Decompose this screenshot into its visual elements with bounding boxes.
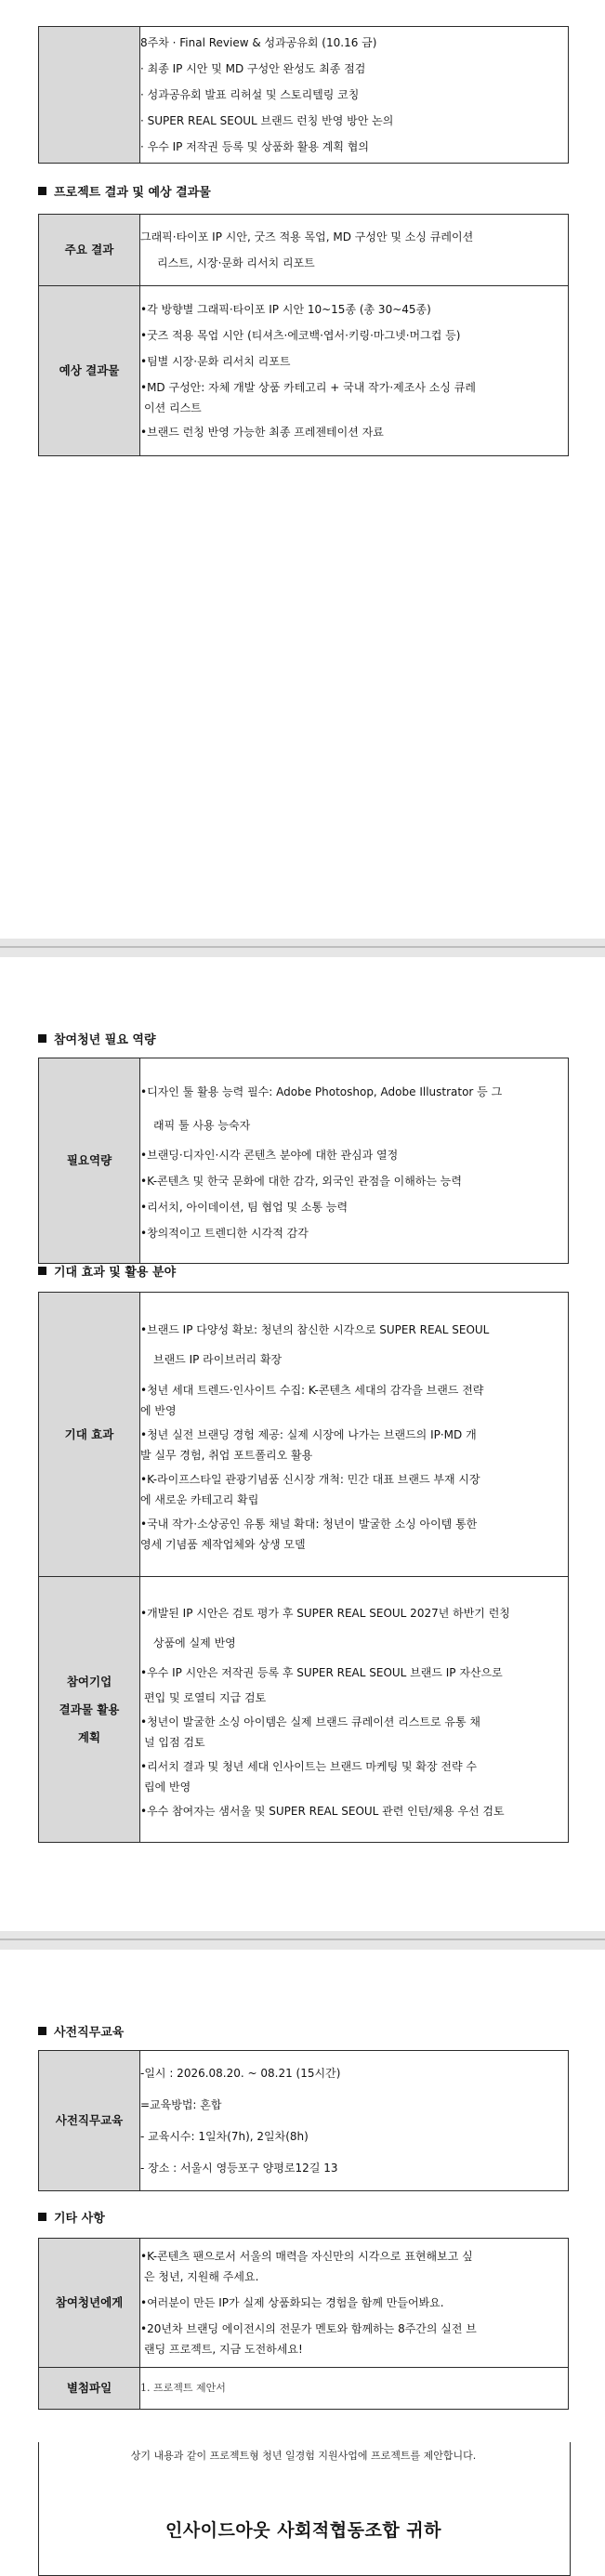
list-item: •우수 IP 시안은 저작권 등록 후 SUPER REAL SEOUL 브랜드 IP 자산으로: [140, 1665, 503, 1679]
square-bullet-icon: [38, 1034, 46, 1043]
square-bullet-icon: [38, 2213, 46, 2221]
competency-table: [38, 1058, 569, 1264]
attachment-file[interactable]: 1. 프로젝트 제안서: [140, 2382, 226, 2394]
list-item-cont: 널 입점 검토: [144, 1735, 205, 1749]
section-heading-effects: 기대 효과 및 활용 분야: [38, 1262, 176, 1280]
expected-results-content: [140, 286, 569, 456]
list-item-cont: 편입 및 로열티 지급 검토: [144, 1690, 267, 1704]
etc-table: [38, 2238, 569, 2410]
week8-title: 8주차 · Final Review & 성과공유회 (10.16 금): [140, 36, 377, 49]
week8-item: · SUPER REAL SEOUL 브랜드 런칭 반영 방안 논의: [140, 114, 394, 127]
page-separator: [0, 1931, 605, 1950]
list-item: •여러분이 만든 IP가 실제 상품화되는 경험을 함께 만들어봐요.: [140, 2296, 444, 2309]
effects-content: [140, 1293, 569, 1577]
list-item: •청년이 발굴한 소싱 아이템은 실제 브랜드 큐레이션 리스트로 유통 채: [140, 1715, 480, 1728]
list-item: •브랜드 런칭 반영 가능한 최종 프레젠테이션 자료: [140, 426, 384, 439]
main-results-label: 주요 결과: [39, 215, 140, 286]
message-content: [140, 2239, 569, 2368]
list-item: •팀별 시장·문화 리서치 리포트: [140, 355, 291, 368]
list-item: •20년차 브랜딩 에이전시의 전문가 멘토와 함께하는 8주간의 실전 브: [140, 2322, 477, 2335]
list-item-cont: 래픽 툴 사용 능숙자: [153, 1119, 251, 1132]
section-heading-competency: 참여청년 필요 역량: [38, 1030, 156, 1047]
list-item: •K-라이프스타일 관광기념품 신시장 개척: 민간 대표 브랜드 부재 시장: [140, 1472, 480, 1486]
week8-content: [140, 27, 569, 164]
use-plan-content: [140, 1577, 569, 1843]
list-item: •개발된 IP 시안은 검토 평가 후 SUPER REAL SEOUL 2027년 하반기 런칭: [140, 1606, 510, 1620]
page-separator-line: [0, 1939, 605, 1940]
list-item-cont: 이션 리스트: [144, 401, 202, 414]
attachment-label: 별첨파일: [39, 2368, 140, 2410]
recipient: 인사이드아웃 사회적협동조합 귀하: [164, 2520, 442, 2541]
training-content: -일시 : 2026.08.20. ~ 08.21 (15시간) =교육방법: 혼합 - 교육시수: 1일차(7h), 2일차(8h) - 장소 : 서울시 영등포구 양평로12길 13: [140, 2051, 569, 2191]
list-item-cont: 영세 기념품 제작업체와 상생 모델: [140, 1537, 306, 1551]
page-1: [0, 0, 605, 939]
list-item: •리서치, 아이데이션, 팀 협업 및 소통 능력: [140, 1201, 349, 1214]
schedule-label-empty: [39, 27, 140, 164]
list-item-cont: 은 청년, 지원해 주세요.: [144, 2270, 259, 2283]
list-item: •각 방향별 그래픽·타이포 IP 시안 10~15종 (총 30~45종): [140, 303, 431, 316]
main-results-content: 그래픽·타이포 IP 시안, 굿즈 적용 목업, MD 구성안 및 소싱 큐레이션 리스트, 시장·문화 리서치 리포트: [140, 215, 569, 286]
page-separator-line: [0, 946, 605, 948]
list-item: •K-콘텐츠 팬으로서 서울의 매력을 자신만의 시각으로 표현해보고 싶: [140, 2250, 473, 2263]
list-item: •K-콘텐츠 및 한국 문화에 대한 감각, 외국인 관점을 이해하는 능력: [140, 1175, 462, 1188]
section-heading-results: 프로젝트 결과 및 예상 결과물: [38, 182, 211, 200]
list-item-cont: 에 새로운 카테고리 확립: [140, 1492, 259, 1506]
square-bullet-icon: [38, 2027, 46, 2035]
page-3: [0, 1950, 605, 2575]
list-item: •브랜드 IP 다양성 확보: 청년의 참신한 시각으로 SUPER REAL SEOUL: [140, 1322, 490, 1336]
training-label: 사전직무교육: [39, 2051, 140, 2191]
competency-content: [140, 1058, 569, 1264]
square-bullet-icon: [38, 1267, 46, 1275]
list-item: •우수 참여자는 샘서울 및 SUPER REAL SEOUL 관련 인턴/채용 우선 검토: [140, 1804, 505, 1818]
week8-item: · 성과공유회 발표 리허설 및 스토리텔링 코칭: [140, 88, 360, 101]
section-heading-etc: 기타 사항: [38, 2208, 105, 2226]
list-item: •MD 구성안: 자체 개발 상품 카테고리 + 국내 작가·제조사 소싱 큐레: [140, 381, 476, 394]
list-item-cont: 랜딩 프로젝트, 지금 도전하세요!: [144, 2343, 303, 2356]
list-item-cont: 발 실무 경험, 취업 포트폴리오 활용: [140, 1448, 313, 1462]
list-item: •국내 작가·소상공인 유통 채널 확대: 청년이 발굴한 소싱 아이템 통한: [140, 1517, 478, 1531]
list-item: •창의적이고 트렌디한 시각적 감각: [140, 1227, 309, 1240]
list-item: •리서치 결과 및 청년 세대 인사이트는 브랜드 마케팅 및 확장 전략 수: [140, 1759, 478, 1773]
section-heading-training: 사전직무교육: [38, 2022, 124, 2040]
use-plan-label: 참여기업 결과물 활용 계획: [39, 1577, 140, 1843]
competency-label: 필요역량: [39, 1058, 140, 1264]
list-item: •디자인 툴 활용 능력 필수: Adobe Photoshop, Adobe Illustrator 등 그: [140, 1085, 503, 1098]
list-item: •브랜딩·디자인·시각 콘텐츠 분야에 대한 관심과 열정: [140, 1149, 399, 1162]
page-2: [0, 957, 605, 1931]
expected-results-label: 예상 결과물: [39, 286, 140, 456]
effects-table: [38, 1292, 569, 1843]
list-item: •청년 세대 트렌드·인사이트 수집: K-콘텐츠 세대의 감각을 브랜드 전략: [140, 1383, 484, 1397]
list-item-cont: 브랜드 IP 라이브러리 확장: [153, 1352, 283, 1366]
list-item-cont: 립에 반영: [144, 1780, 191, 1794]
results-table: [38, 214, 569, 456]
closing-note: 상기 내용과 같이 프로젝트형 청년 일경험 지원사업에 프로젝트를 제안합니다.: [130, 2450, 477, 2462]
square-bullet-icon: [38, 187, 46, 195]
list-item: •굿즈 적용 목업 시안 (티셔츠·에코백·엽서·키링·마그넷·머그컵 등): [140, 329, 461, 342]
list-item-cont: 에 반영: [140, 1403, 177, 1417]
week8-item: · 최종 IP 시안 및 MD 구성안 완성도 최종 점검: [140, 62, 366, 75]
page-separator: [0, 939, 605, 957]
attachment-content: [140, 2368, 569, 2410]
training-table: [38, 2050, 569, 2191]
schedule-table-week8: [38, 26, 569, 164]
list-item: •청년 실전 브랜딩 경험 제공: 실제 시장에 나가는 브랜드의 IP·MD 개: [140, 1427, 477, 1441]
message-label: 참여청년에게: [39, 2239, 140, 2368]
effects-label: 기대 효과: [39, 1293, 140, 1577]
week8-item: · 우수 IP 저작권 등록 및 상품화 활용 계획 협의: [140, 140, 369, 153]
list-item-cont: 상품에 실제 반영: [153, 1636, 236, 1649]
